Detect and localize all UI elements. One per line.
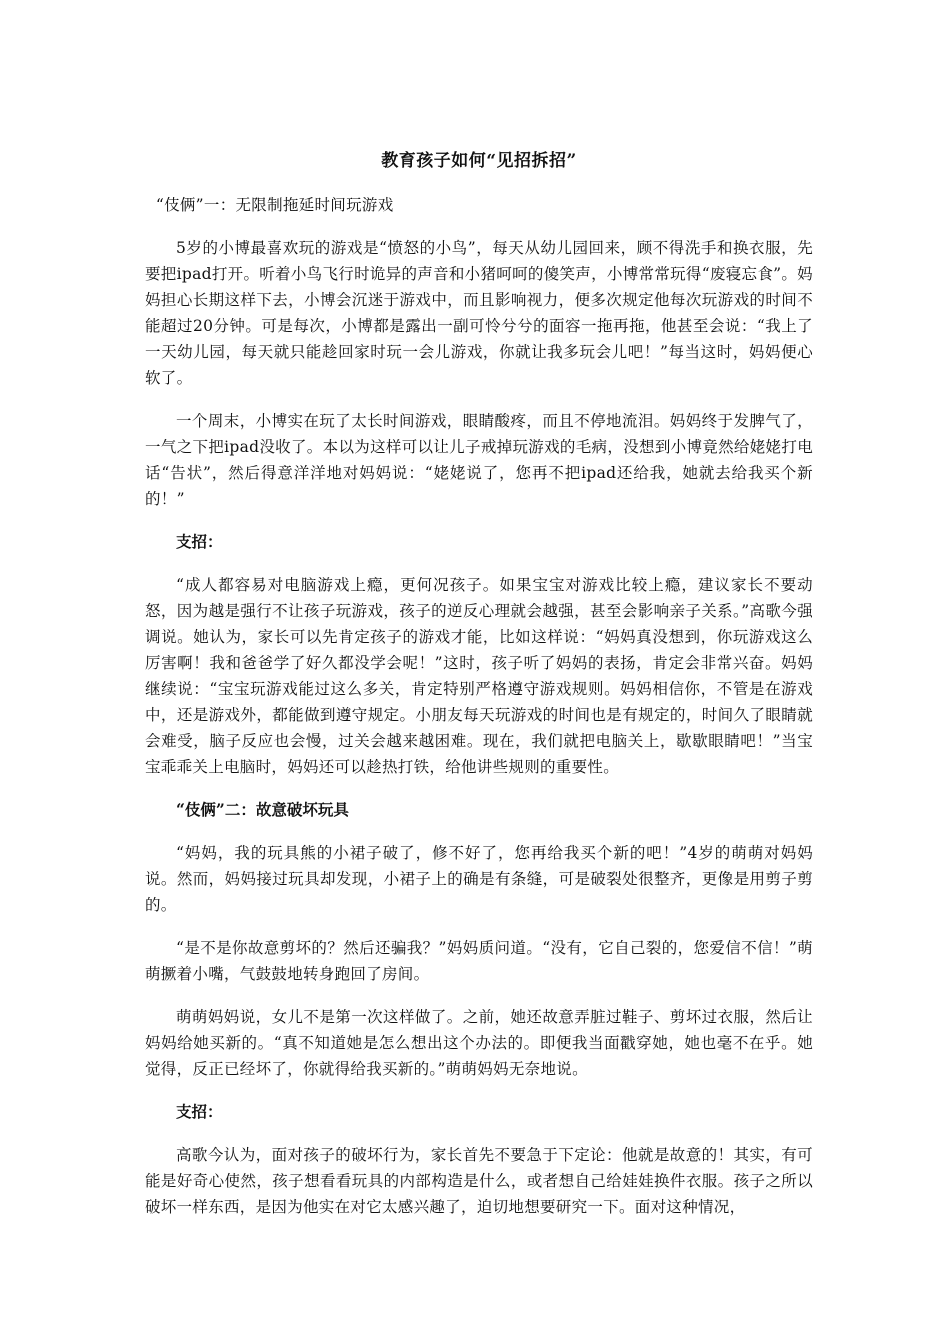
- section1-tip-paragraph: “成人都容易对电脑游戏上瘾，更何况孩子。如果宝宝对游戏比较上瘾，建议家长不要动怒，因为越是强行不让孩子玩游戏，孩子的逆反心理就会越强，甚至会影响亲子关系。”高歌今强调说。她认为，家长可以先肯定孩子的游戏才能，比如这样说：“妈妈真没想到，你玩游戏这么厉害啊！我和爸爸学了好久都没学会呢！”这时，孩子听了妈妈的表扬，肯定会非常兴奋。妈妈继续说：“宝宝玩游戏能过这么多关，肯定特别严格遵守游戏规则。妈妈相信你，不管是在游戏中，还是游戏外，都能做到遵守规定。小朋友每天玩游戏的时间也是有规定的，时间久了眼睛就会难受，脑子反应也会慢，过关会越来越困难。现在，我们就把电脑关上，歇歇眼睛吧！”当宝宝乖乖关上电脑时，妈妈还可以趁热打铁，给他讲些规则的重要性。: [145, 576, 813, 776]
- section2-paragraph: 萌萌妈妈说，女儿不是第一次这样做了。之前，她还故意弄脏过鞋子、剪坏过衣服，然后让妈妈给她买新的。“真不知道她是怎么想出这个办法的。即便我当面戳穿她，她也毫不在乎。她觉得，反正已经坏了，你就得给我买新的。”萌萌妈妈无奈地说。: [145, 1008, 813, 1078]
- section1-paragraph: 一个周末，小博实在玩了太长时间游戏，眼睛酸疼，而且不停地流泪。妈妈终于发脾气了，一气之下把ipad没收了。本以为这样可以让儿子戒掉玩游戏的毛病，没想到小博竟然给姥姥打电话“告状”，然后得意洋洋地对妈妈说：“姥姥说了，您再不把ipad还给我，她就去给我买个新的！”: [145, 412, 813, 508]
- section1-paragraph: 5岁的小博最喜欢玩的游戏是“愤怒的小鸟”，每天从幼儿园回来，顾不得洗手和换衣服，先要把ipad打开。听着小鸟飞行时诡异的声音和小猪呵呵的傻笑声，小博常常玩得“废寝忘食”。妈妈担心长期这样下去，小博会沉迷于游戏中，而且影响视力，便多次规定他每次玩游戏的时间不能超过20分钟。可是每次，小博都是露出一副可怜兮兮的面容一拖再拖，他甚至会说：“我上了一天幼儿园，每天就只能趁回家时玩一会儿游戏，你就让我多玩会儿吧！”每当这时，妈妈便心软了。: [145, 239, 813, 387]
- section2-paragraph: “是不是你故意剪坏的？然后还骗我？”妈妈质问道。“没有，它自己裂的，您爱信不信！”萌萌撅着小嘴，气鼓鼓地转身跑回了房间。: [145, 939, 813, 983]
- section1-heading: “伎俩”一：无限制拖延时间玩游戏: [155, 196, 394, 214]
- section2-tip-heading: 支招：: [176, 1102, 223, 1121]
- section2-paragraph: “妈妈，我的玩具熊的小裙子破了，修不好了，您再给我买个新的吧！”4岁的萌萌对妈妈说。然而，妈妈接过玩具却发现，小裙子上的确是有条缝，可是破裂处很整齐，更像是用剪子剪的。: [145, 844, 813, 914]
- section1-tip-heading: 支招：: [176, 532, 223, 551]
- document-title: 教育孩子如何“见招拆招”: [381, 151, 577, 171]
- section2-tip-paragraph: 高歌今认为，面对孩子的破坏行为，家长首先不要急于下定论：他就是故意的！其实，有可能是好奇心使然，孩子想看看玩具的内部构造是什么，或者想自己给娃娃换件衣服。孩子之所以破坏一样东西，是因为他实在对它太感兴趣了，迫切地想要研究一下。面对这种情况，: [145, 1146, 813, 1216]
- section2-heading: “伎俩”二：故意破坏玩具: [176, 800, 349, 819]
- document-body: [145, 147, 813, 1237]
